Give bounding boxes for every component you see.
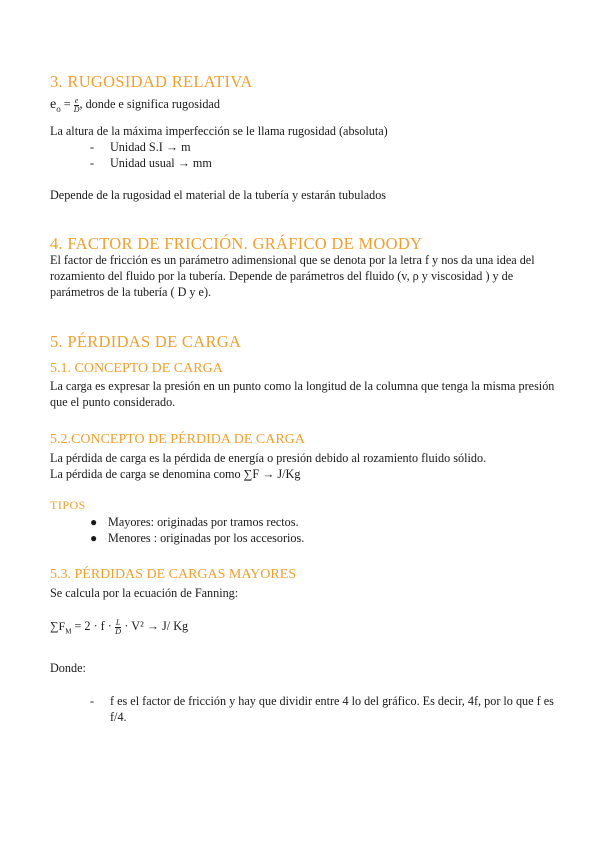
sum-f-subscript: M [65,627,72,636]
relative-roughness-formula [50,96,555,117]
roughness-depends-text: Depende de la rugosidad el material de la tubería y estarán tubulados [50,188,387,202]
friction-note: f es el factor de fricción y hay que dividir entre 4 lo del gráfico. Es decir, 4f, por lo que f es f/4. [110,694,554,724]
subsection-5-2-title: 5.2.CONCEPTO DE PÉRDIDA DE CARGA [50,432,305,447]
bullet-icon: ● [90,515,98,529]
donde-label: Donde: [50,661,86,675]
fanning-equation [50,618,555,639]
list-dash: - [90,140,95,154]
fanning-intro-text: Se calcula por la ecuación de Fanning: [50,586,239,600]
section-3-title: 3. RUGOSIDAD RELATIVA [50,72,253,91]
section-5-title: 5. PÉRDIDAS DE CARGA [50,332,242,351]
section-4-title: 4. FACTOR DE FRICCIÓN. GRÁFICO DE MOODY [50,234,423,253]
friction-factor-paragraph: El factor de fricción es un parámetro adimensional que se denota por la letra f y nos da una idea del rozamiento del fluido por la tubería. Depende de parámetros del fluido (v, ρ y viscosidad ) y de parámetros de la tubería ( D y e). [50,253,535,299]
tipos-item-mayores: Mayores: originadas por tramos rectos. [108,515,299,529]
list-dash: - [90,694,95,708]
equation-middle: = 2 · f · [71,619,115,633]
subsection-5-2-line-2: La pérdida de carga se denomina como ∑F → J/Kg [50,467,301,481]
tipos-heading: TIPOS [50,498,86,512]
subsection-5-3-title: 5.3. PÉRDIDAS DE CARGAS MAYORES [50,567,297,582]
subsection-5-2-line-1: La pérdida de carga es la pérdida de energía o presión debido al rozamiento fluido sólido. [50,451,487,465]
list-dash: - [90,156,95,170]
bullet-icon: ● [90,531,98,545]
subsection-5-1-title: 5.1. CONCEPTO DE CARGA [50,361,223,376]
equation-right: · V² → J/ Kg [121,619,189,633]
subsection-5-1-paragraph: La carga es expresar la presión en un punto como la longitud de la columna que tenga la misma presión que el punto considerado. [50,379,555,409]
formula-e: $e_o$ [50,97,61,114]
tipos-item-menores: Menores : originadas por los accesorios. [108,531,305,545]
formula-description: , donde e significa rugosidad [79,97,220,111]
absolute-roughness-text: La altura de la máxima imperfección se le llama rugosidad (absoluta) [50,124,388,138]
formula-equals: = [60,97,74,111]
list-item-si-unit: Unidad S.I → m [110,140,191,154]
fraction-e-over-d: $\frac{e}{D}$ [73,95,80,114]
list-item-usual-unit: Unidad usual → mm [110,156,212,170]
sum-f-symbol: ∑F [50,619,66,633]
fraction-l-over-d: $\frac{L}{D}$ [115,617,122,636]
